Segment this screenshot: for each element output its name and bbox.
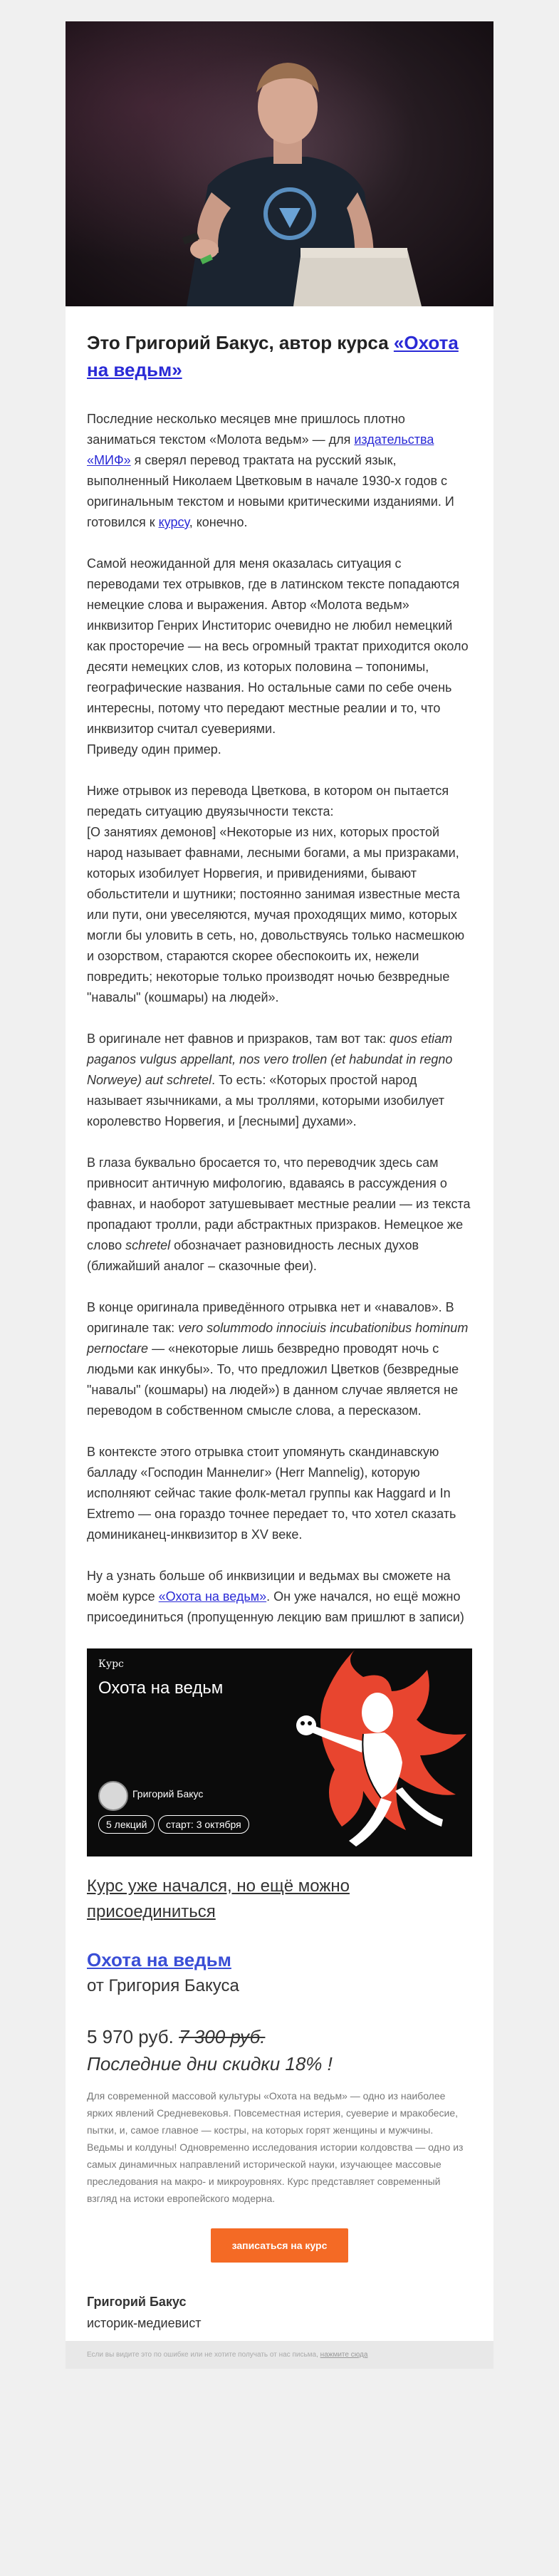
latin-quote: vero solummodo innociuis incubationibus hominum pernoctare [87,1321,469,1356]
email-container [66,21,493,2369]
join-course-cta [87,1874,472,1925]
paragraph-text: . То есть: «Которых простой народ называет язычниками, а мы троллями, которыми изобилует королевство Норвегия, и [лесными] духами». [87,1073,444,1128]
course-banner[interactable] [87,1648,472,1856]
course-link[interactable]: «Охота на ведьм» [158,1589,267,1604]
german-word: schretel [125,1238,171,1252]
course-name-link[interactable]: Охота на ведьм [87,1949,231,1970]
course-description: Для современной массовой культуры «Охота на ведьм» — одно из наиболее ярких явлений Средневековья. Повсеместная истерия, суеверие и мракобесие, пытки, и, самое главное — костры, на которых горят женщины и мужчины. Ведьмы и колдуны! Одновременно исследования истории колдовства — одно из самых динамичных направлений исторической науки, изучающее массовые преследования на макро- и микроуровнях. Курс представляет современный взгляд на истоки европейского модерна. [87,2090,464,2204]
page-title [87,329,472,383]
paragraph-text: — «некоторые лишь безвредно проводят ночь с людьми как инкубы». То, что предложил Цветков (безвредные "навалы" (кошмары) на людей») в данном случае является не переводом в собственном смысле слова, а пересказом. [87,1341,459,1418]
latin-quote: quos etiam paganos vulgus appellant, nos vero trollen (et habundat in regno Norweye) aut schretel [87,1032,453,1087]
discount-note: Последние дни скидки 18% ! [87,2053,333,2074]
title-text: Это Григорий Бакус, автор курса [87,332,394,353]
witch-illustration [256,1648,472,1856]
paragraph-text: В глаза буквально бросается то, что переводчик здесь сам привносит античную мифологию, вдаваясь в рассуждения о фавнах, и наоборот затушевывает местные реалии — из текста пропадают тролли, ради абстрактных призраков. Немецкое же слово [87,1155,471,1252]
start-date-badge: старт: 3 октября [158,1815,249,1834]
paragraph-translation-issue [87,554,472,760]
paragraph-text: В контексте этого отрывка стоит упомянуть скандинавскую балладу «Господин Маннелиг» (Herr Mannelig), которую исполняют сейчас такие фолк-метал группы как Haggard и In Extremo — она гораздо точнее передает то, что хотел сказать доминиканец-инквизитор в XV веке. [87,1445,456,1542]
banner-title: Охота на ведьм [98,1678,224,1698]
paragraph-intro [87,409,472,533]
paragraph-mythology [87,1153,472,1277]
paragraph-text: я сверял перевод трактата на русский язык, выполненный Николаем Цветковым в начале 1930-х годов с оригинальным текстом и новыми критическими изданиями. И готовился к [87,453,454,529]
paragraph-original [87,1029,472,1132]
paragraph-text: . Он уже начался, но ещё можно присоединиться (пропущенную лекцию вам пришлют в записи) [87,1589,464,1624]
paragraph-text: В оригинале нет фавнов и призраков, там вот так: [87,1032,390,1046]
paragraph-text: , конечно. [189,515,248,529]
current-price: 5 970 руб. [87,2026,174,2047]
email-body [66,306,493,2341]
unsubscribe-link[interactable]: нажмите сюда [320,2351,368,2359]
paragraph-text: В конце оригинала приведённого отрывка нет и «навалов». В оригинале так: [87,1300,454,1335]
course-link[interactable]: курсу [158,515,189,529]
paragraph-ballad [87,1442,472,1545]
course-author: от Григория Бакуса [87,1976,239,1995]
signature-role: историк-медиевист [87,2316,202,2330]
banner-kicker: Курс [98,1658,124,1670]
paragraph-incubi [87,1297,472,1421]
quote-text: [О занятиях демонов] «Некоторые из них, которых простой народ называет фавнами, лесными богами, а мы призраками, которых изобилует Норвегия, и привидениями, бывают обольстители и шутники; постоянно занимая известные места или пути, они увеселяются, мучая проходящих мимо, которых могли бы уловить в сеть, но, довольствуясь только насмешкою и озорством, стараются скорее обеспокоить их, нежели повредить; некоторые только производят ночью безвредные "навалы" (кошмары) на людей». [87,825,465,1004]
signature-name: Григорий Бакус [87,2295,187,2309]
enroll-button[interactable]: записаться на курс [211,2228,349,2263]
paragraph-text: Приведу один пример. [87,742,221,757]
footer-text: Если вы видите это по ошибке или не хотите получать от нас письма, [87,2351,320,2359]
course-title-link[interactable]: «Охота на ведьм» [87,332,459,380]
unsubscribe-footer [66,2341,493,2369]
lectures-badge: 5 лекций [98,1815,155,1834]
enroll-button-wrap [87,2228,472,2263]
author-photo [66,21,493,306]
paragraph-text: Ну а узнать больше об инквизиции и ведьмах вы сможете на моём курсе [87,1569,451,1604]
banner-author: Григорий Бакус [132,1788,204,1799]
paragraph-text: Последние несколько месяцев мне пришлось плотно заниматься текстом «Молота ведьм» — для [87,412,405,447]
paragraph-text: Ниже отрывок из перевода Цветкова, в котором он пытается передать ситуацию двуязычности текста: [87,784,449,819]
course-name [87,1946,472,1973]
publisher-link[interactable]: издательства «МИФ» [87,432,434,467]
author-avatar [98,1781,128,1811]
price-block [87,2023,472,2050]
speaker-illustration [66,21,493,306]
paragraph-text: обозначает разновидность лесных духов (ближайший аналог – сказочные феи). [87,1238,419,1273]
join-course-link[interactable]: Курс уже начался, но ещё можно присоединиться [87,1876,350,1921]
paragraph-invite [87,1566,472,1628]
old-price: 7 300 руб. [179,2026,266,2047]
paragraph-excerpt [87,781,472,1008]
paragraph-text: Самой неожиданной для меня оказалась ситуация с переводами тех отрывков, где в латинском тексте попадаются немецкие слова и выражения. Автор «Молота ведьм» инквизитор Генрих Инститорис очевидно не любил немецкий как просторечие — на весь огромный трактат приходится около десяти немецких слов, из которых половина – топонимы, географические названия. Но остальные сами по себе очень интересны, потому что передают местные реалии и то, что инквизитор считал суевериями. [87,556,469,736]
